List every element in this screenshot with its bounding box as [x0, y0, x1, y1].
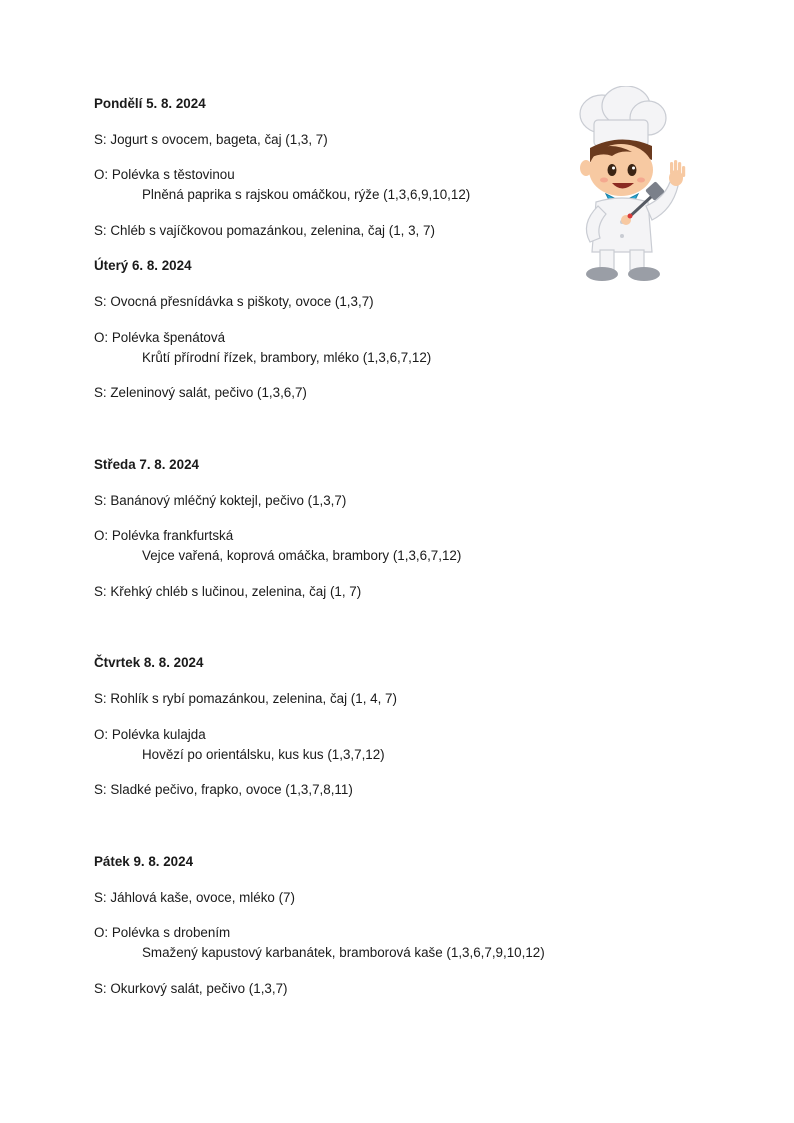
- wednesday-morning-snack: S: Banánový mléčný koktejl, pečivo (1,3,7): [94, 493, 347, 508]
- day-title-tuesday: Úterý 6. 8. 2024: [94, 258, 192, 273]
- monday-lunch-soup: O: Polévka s těstovinou: [94, 167, 235, 182]
- day-title-monday: Pondělí 5. 8. 2024: [94, 96, 206, 111]
- chef-icon: [560, 86, 700, 286]
- tuesday-afternoon-snack: S: Zeleninový salát, pečivo (1,3,6,7): [94, 385, 307, 400]
- tuesday-morning-snack: S: Ovocná přesnídávka s piškoty, ovoce (1,3,7): [94, 294, 374, 309]
- chef-hand-icon: [669, 160, 685, 186]
- monday-morning-snack: S: Jogurt s ovocem, bageta, čaj (1,3, 7): [94, 132, 328, 147]
- chef-hat: [580, 86, 666, 146]
- day-title-friday: Pátek 9. 8. 2024: [94, 854, 194, 869]
- friday-morning-snack: S: Jáhlová kaše, ovoce, mléko (7): [94, 890, 295, 905]
- tuesday-lunch-soup: O: Polévka špenátová: [94, 330, 226, 345]
- day-title-thursday: Čtvrtek 8. 8. 2024: [94, 655, 204, 670]
- wednesday-afternoon-snack: S: Křehký chléb s lučinou, zelenina, čaj (1, 7): [94, 584, 362, 599]
- thursday-morning-snack: S: Rohlík s rybí pomazánkou, zelenina, čaj (1, 4, 7): [94, 691, 397, 706]
- tuesday-lunch-main: Krůtí přírodní řízek, brambory, mléko (1,3,6,7,12): [142, 350, 432, 365]
- thursday-lunch-main: Hovězí po orientálsku, kus kus (1,3,7,12): [142, 747, 385, 762]
- monday-afternoon-snack: S: Chléb s vajíčkovou pomazánkou, zelenina, čaj (1, 3, 7): [94, 223, 435, 238]
- wednesday-lunch-main: Vejce vařená, koprová omáčka, brambory (1,3,6,7,12): [142, 548, 462, 563]
- friday-afternoon-snack: S: Okurkový salát, pečivo (1,3,7): [94, 981, 288, 996]
- friday-lunch-main: Smažený kapustový karbanátek, bramborová kaše (1,3,6,7,9,10,12): [142, 945, 545, 960]
- thursday-afternoon-snack: S: Sladké pečivo, frapko, ovoce (1,3,7,8,11): [94, 782, 353, 797]
- day-title-wednesday: Středa 7. 8. 2024: [94, 457, 199, 472]
- friday-lunch-soup: O: Polévka s drobením: [94, 925, 231, 940]
- wednesday-lunch-soup: O: Polévka frankfurtská: [94, 528, 234, 543]
- thursday-lunch-soup: O: Polévka kulajda: [94, 727, 206, 742]
- chef-face: [580, 144, 653, 196]
- monday-lunch-main: Plněná paprika s rajskou omáčkou, rýže (1,3,6,9,10,12): [142, 187, 471, 202]
